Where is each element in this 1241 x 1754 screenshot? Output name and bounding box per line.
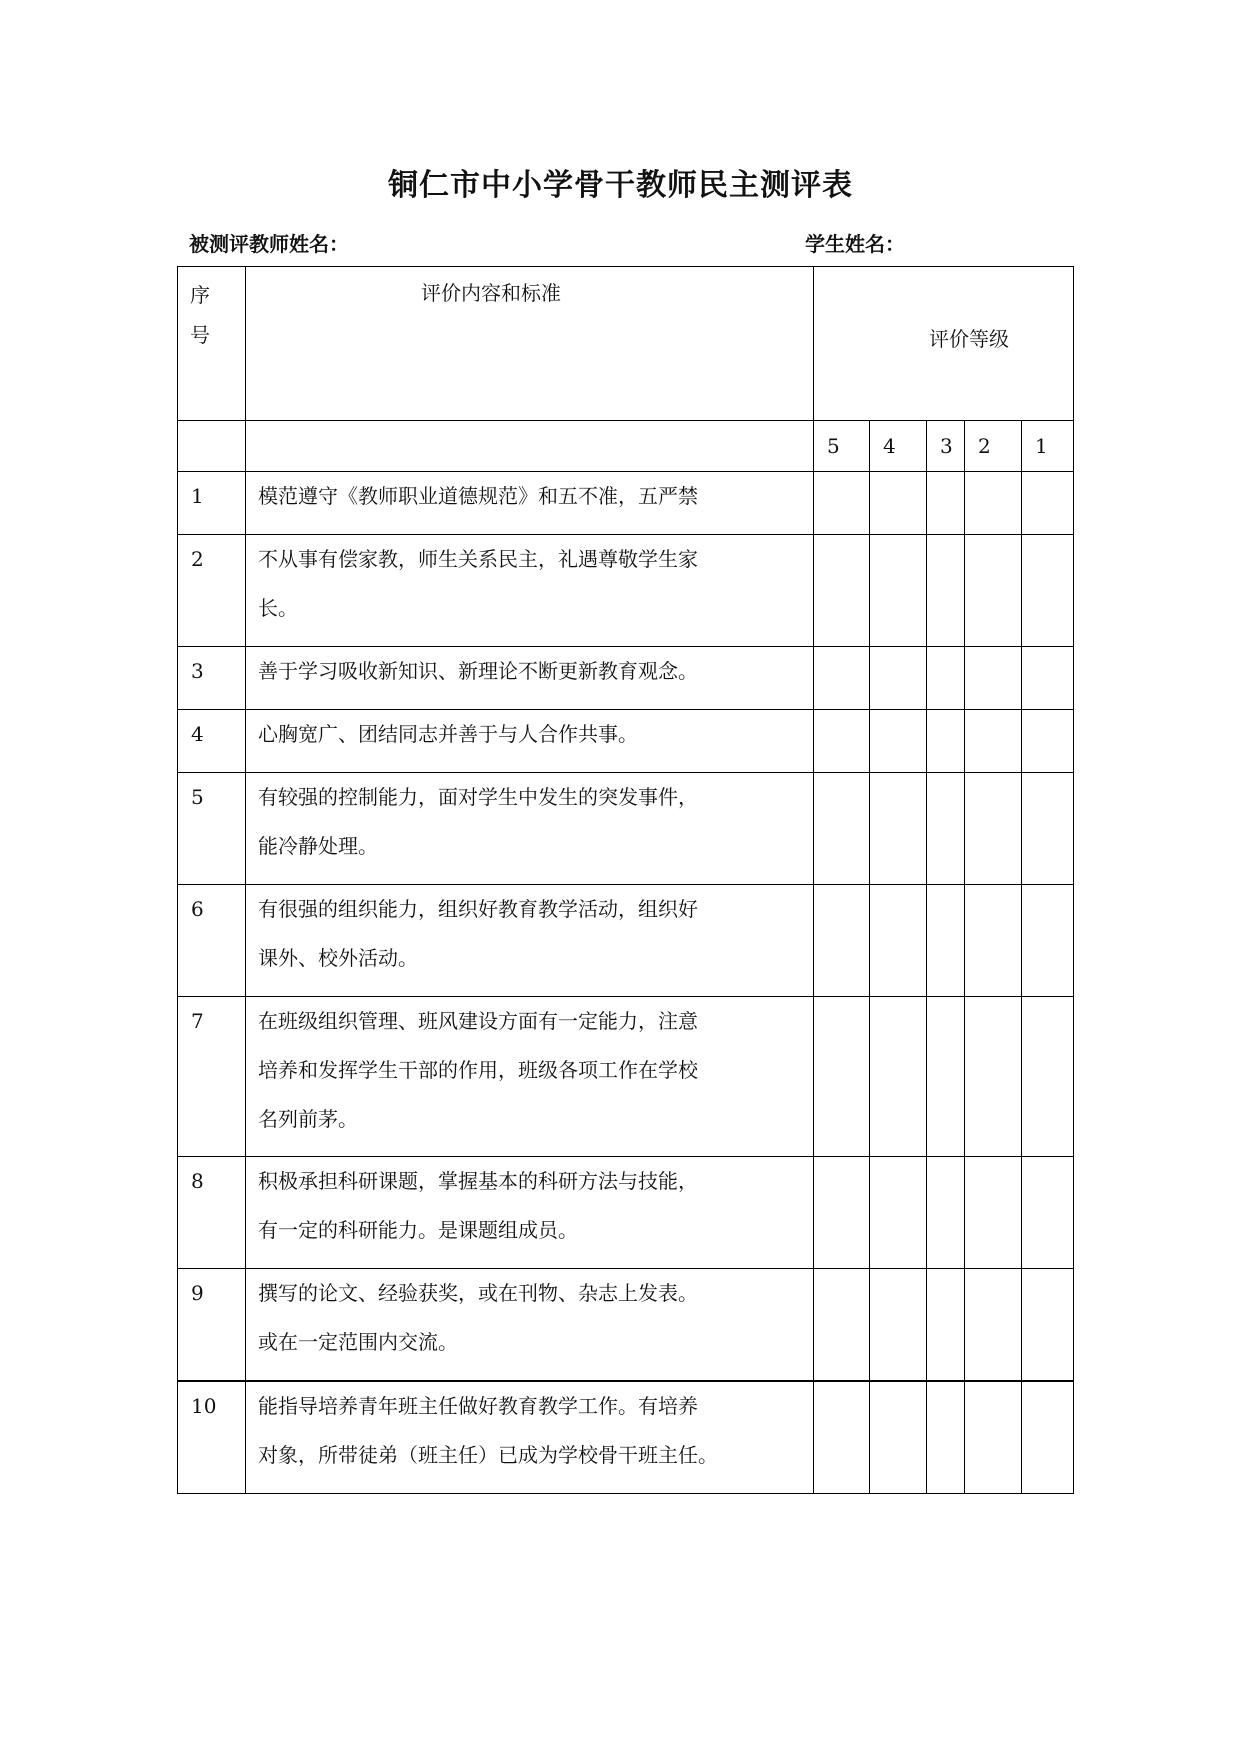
criterion-text — [246, 1269, 814, 1382]
criterion-line: 在班级组织管理、班风建设方面有一定能力，注意 — [258, 1009, 698, 1033]
criterion-line: 不从事有偿家教，师生关系民主，礼遇尊敬学生家 — [258, 547, 698, 571]
criterion-line: 有一定的科研能力。是课题组成员。 — [258, 1218, 578, 1242]
criterion-line: 能冷静处理。 — [258, 834, 378, 858]
criterion-text — [246, 1157, 814, 1269]
table-row — [178, 710, 1074, 773]
grade-levels-row — [178, 421, 1074, 472]
grade-cell-3[interactable] — [927, 885, 965, 997]
grade-cell-2[interactable] — [965, 885, 1022, 997]
grade-level-1: 1 — [1022, 421, 1074, 472]
grade-cell-5[interactable] — [814, 997, 870, 1157]
grade-cell-4[interactable] — [870, 997, 927, 1157]
criterion-line: 心胸宽广、团结同志并善于与人合作共事。 — [258, 722, 638, 746]
grade-cell-3[interactable] — [927, 710, 965, 773]
row-number: 1 — [178, 472, 246, 535]
criterion-text — [246, 885, 814, 997]
seq-header-line2: 号 — [190, 323, 210, 347]
row-number: 5 — [178, 773, 246, 885]
grade-level-2: 2 — [965, 421, 1022, 472]
teacher-name-label: 被测评教师姓名： — [189, 232, 349, 256]
grade-cell-3[interactable] — [927, 1269, 965, 1382]
content-header-cell: 评价内容和标准 — [246, 267, 814, 421]
header-row — [178, 267, 1074, 421]
criterion-line: 模范遵守《教师职业道德规范》和五不准，五严禁 — [258, 484, 698, 508]
grade-cell-5[interactable] — [814, 710, 870, 773]
grade-cell-2[interactable] — [965, 710, 1022, 773]
criterion-line: 有较强的控制能力，面对学生中发生的突发事件， — [258, 785, 698, 809]
row-number: 4 — [178, 710, 246, 773]
criterion-text — [246, 1381, 814, 1494]
grade-level-5: 5 — [814, 421, 870, 472]
student-name-label: 学生姓名： — [805, 232, 905, 256]
row-number: 10 — [178, 1381, 246, 1494]
grade-cell-3[interactable] — [927, 1157, 965, 1269]
criterion-line: 积极承担科研课题，掌握基本的科研方法与技能， — [258, 1169, 698, 1193]
grade-cell-2[interactable] — [965, 472, 1022, 535]
criterion-line: 有很强的组织能力，组织好教育教学活动，组织好 — [258, 897, 698, 921]
seq-header-cell — [178, 267, 246, 421]
grade-cell-3[interactable] — [927, 535, 965, 647]
grade-cell-4[interactable] — [870, 1381, 927, 1494]
grade-cell-4[interactable] — [870, 647, 927, 710]
grade-cell-4[interactable] — [870, 535, 927, 647]
grade-level-3: 3 — [927, 421, 965, 472]
criterion-text — [246, 472, 814, 535]
grade-cell-1[interactable] — [1022, 1269, 1074, 1382]
grade-cell-1[interactable] — [1022, 710, 1074, 773]
grade-cell-1[interactable] — [1022, 647, 1074, 710]
grade-cell-5[interactable] — [814, 1157, 870, 1269]
page-title: 铜仁市中小学骨干教师民主测评表 — [388, 168, 853, 203]
table-row — [178, 472, 1074, 535]
table-row — [178, 885, 1074, 997]
criterion-text — [246, 773, 814, 885]
table-row — [178, 647, 1074, 710]
criterion-text — [246, 535, 814, 647]
row-number: 8 — [178, 1157, 246, 1269]
grade-cell-5[interactable] — [814, 1381, 870, 1494]
grade-cell-2[interactable] — [965, 1157, 1022, 1269]
empty-cell — [246, 421, 814, 472]
table-row — [178, 773, 1074, 885]
grade-cell-2[interactable] — [965, 535, 1022, 647]
grade-cell-1[interactable] — [1022, 1381, 1074, 1494]
table-row — [178, 1157, 1074, 1269]
grade-cell-4[interactable] — [870, 472, 927, 535]
grade-cell-4[interactable] — [870, 710, 927, 773]
grade-cell-1[interactable] — [1022, 997, 1074, 1157]
grade-cell-1[interactable] — [1022, 1157, 1074, 1269]
criterion-line: 能指导培养青年班主任做好教育教学工作。有培养 — [258, 1394, 698, 1418]
grade-cell-5[interactable] — [814, 773, 870, 885]
criterion-line: 或在一定范围内交流。 — [258, 1330, 458, 1354]
grade-cell-5[interactable] — [814, 535, 870, 647]
row-number: 6 — [178, 885, 246, 997]
criterion-line: 长。 — [258, 596, 298, 620]
grade-cell-3[interactable] — [927, 472, 965, 535]
row-number: 2 — [178, 535, 246, 647]
table-row — [178, 1269, 1074, 1382]
grade-cell-5[interactable] — [814, 1269, 870, 1382]
criterion-line: 培养和发挥学生干部的作用，班级各项工作在学校 — [258, 1058, 698, 1082]
grade-cell-4[interactable] — [870, 1269, 927, 1382]
grade-cell-2[interactable] — [965, 773, 1022, 885]
criterion-text — [246, 647, 814, 710]
grade-cell-1[interactable] — [1022, 472, 1074, 535]
grade-cell-2[interactable] — [965, 1381, 1022, 1494]
criterion-text — [246, 997, 814, 1157]
table-row — [178, 997, 1074, 1157]
criterion-text — [246, 710, 814, 773]
grade-cell-2[interactable] — [965, 647, 1022, 710]
grade-header-cell: 评价等级 — [814, 267, 1074, 421]
row-number: 7 — [178, 997, 246, 1157]
grade-cell-2[interactable] — [965, 997, 1022, 1157]
grade-cell-4[interactable] — [870, 773, 927, 885]
table-row — [178, 535, 1074, 647]
grade-cell-2[interactable] — [965, 1269, 1022, 1382]
grade-cell-3[interactable] — [927, 773, 965, 885]
grade-cell-5[interactable] — [814, 885, 870, 997]
empty-cell — [178, 421, 246, 472]
row-number: 9 — [178, 1269, 246, 1382]
grade-cell-5[interactable] — [814, 647, 870, 710]
grade-cell-4[interactable] — [870, 885, 927, 997]
grade-level-4: 4 — [870, 421, 927, 472]
table-row — [178, 1381, 1074, 1494]
criterion-line: 名列前茅。 — [258, 1107, 358, 1131]
criterion-line: 善于学习吸收新知识、新理论不断更新教育观念。 — [258, 659, 698, 683]
grade-cell-3[interactable] — [927, 997, 965, 1157]
grade-cell-5[interactable] — [814, 472, 870, 535]
row-number: 3 — [178, 647, 246, 710]
grade-cell-4[interactable] — [870, 1157, 927, 1269]
seq-header-line1: 序 — [190, 283, 210, 307]
grade-cell-3[interactable] — [927, 1381, 965, 1494]
evaluation-table — [177, 266, 1074, 1494]
grade-cell-1[interactable] — [1022, 535, 1074, 647]
criterion-line: 对象，所带徒弟（班主任）已成为学校骨干班主任。 — [258, 1443, 718, 1467]
criterion-line: 课外、校外活动。 — [258, 946, 418, 970]
grade-cell-1[interactable] — [1022, 773, 1074, 885]
grade-cell-3[interactable] — [927, 647, 965, 710]
criterion-line: 撰写的论文、经验获奖，或在刊物、杂志上发表。 — [258, 1281, 698, 1305]
grade-cell-1[interactable] — [1022, 885, 1074, 997]
